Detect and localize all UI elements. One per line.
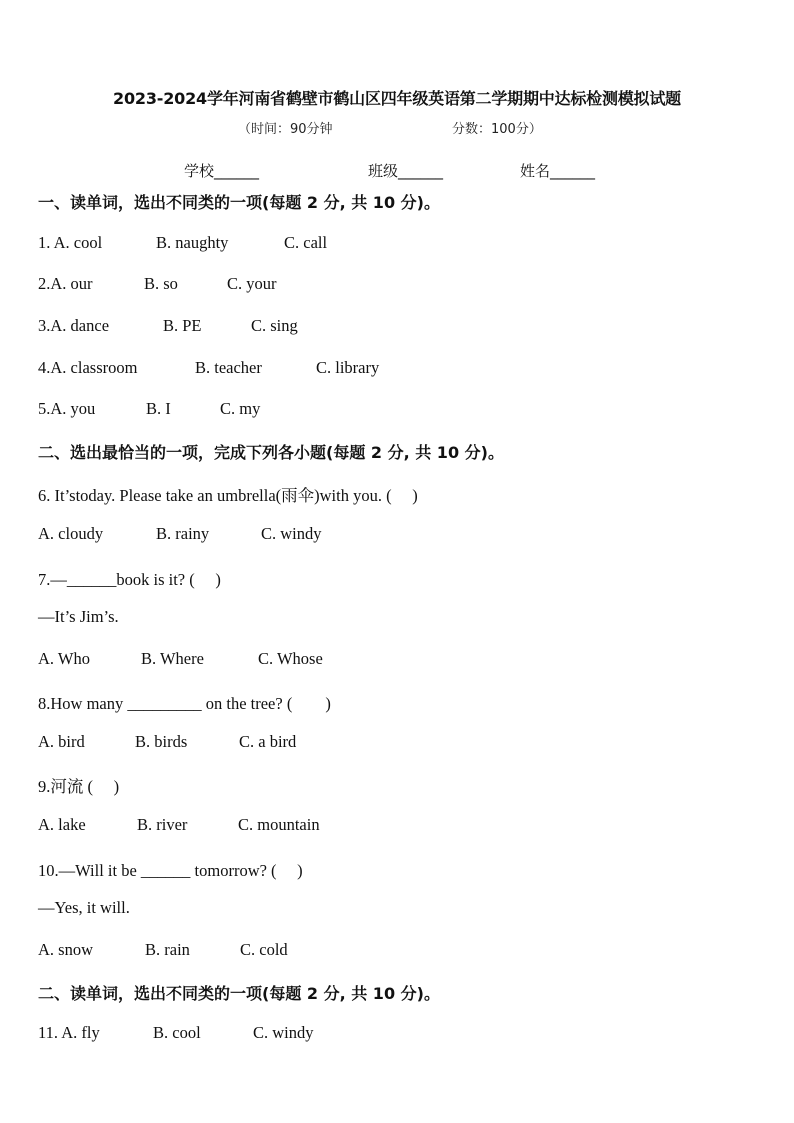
question-4-option-a: 4.A. classroom [38,358,138,377]
question-10-option-a: A. snow [38,940,94,959]
question-4-option-b: B. teacher [195,358,262,377]
question-6-option-b: B. rainy [156,524,210,543]
question-1-option-a: 1. A. cool [38,233,103,252]
question-10-answer: —Yes, it will. [38,898,130,917]
question-2-option-a: 2.A. our [38,274,93,293]
question-10-stem: 10.—Will it be ______ tomorrow? ( ) [38,861,303,880]
question-7-option-c: C. Whose [258,649,323,668]
question-5-option-a: 5.A. you [38,399,96,418]
question-8-option-b: B. birds [135,732,188,751]
name-field: 姓名______ [520,162,596,180]
question-5-option-b: B. I [146,399,171,418]
question-2-option-b: B. so [144,274,178,293]
question-6-option-a: A. cloudy [38,524,104,543]
question-7-option-a: A. Who [38,649,90,668]
question-9-option-a: A. lake [38,815,86,834]
page-title: 2023-2024学年河南省鹤壁市鹤山区四年级英语第二学期期中达标检测模拟试题 [113,89,681,108]
question-3-option-b: B. PE [163,316,202,335]
question-3-option-a: 3.A. dance [38,316,110,335]
question-11-option-a: 11. A. fly [38,1023,100,1042]
question-11-option-c: C. windy [253,1023,314,1042]
exam-time: （时间：90分钟 [238,122,333,137]
question-3-option-c: C. sing [251,316,298,335]
question-7-answer: —It’s Jim’s. [38,607,119,626]
question-4-option-c: C. library [316,358,380,377]
question-10-option-c: C. cold [240,940,288,959]
question-6-option-c: C. windy [261,524,322,543]
question-1-option-b: B. naughty [156,233,229,252]
question-7-option-b: B. Where [141,649,204,668]
question-1-option-c: C. call [284,233,328,252]
question-9-option-b: B. river [137,815,188,834]
question-8-stem: 8.How many _________ on the tree? ( ) [38,694,331,713]
question-9-stem: 9.河流 ( ) [38,777,120,796]
section-heading-1: 一、读单词，选出不同类的一项(每题 2 分, 共 10 分)。 [38,193,440,212]
question-7-stem: 7.—______book is it? ( ) [38,570,221,589]
exam-score: 分数：100分） [452,122,542,137]
class-field: 班级______ [368,162,444,180]
question-10-option-b: B. rain [145,940,190,959]
section-heading-3: 二、读单词，选出不同类的一项(每题 2 分, 共 10 分)。 [38,984,440,1003]
question-9-option-c: C. mountain [238,815,320,834]
question-11-option-b: B. cool [153,1023,201,1042]
question-6-stem: 6. It’stoday. Please take an umbrella(雨伞)with you. ( ) [38,486,418,505]
question-8-option-c: C. a bird [239,732,297,751]
school-field: 学校______ [184,162,260,180]
question-8-option-a: A. bird [38,732,85,751]
question-5-option-c: C. my [220,399,261,418]
section-heading-2: 二、选出最恰当的一项，完成下列各小题(每题 2 分, 共 10 分)。 [38,443,504,462]
question-2-option-c: C. your [227,274,277,293]
